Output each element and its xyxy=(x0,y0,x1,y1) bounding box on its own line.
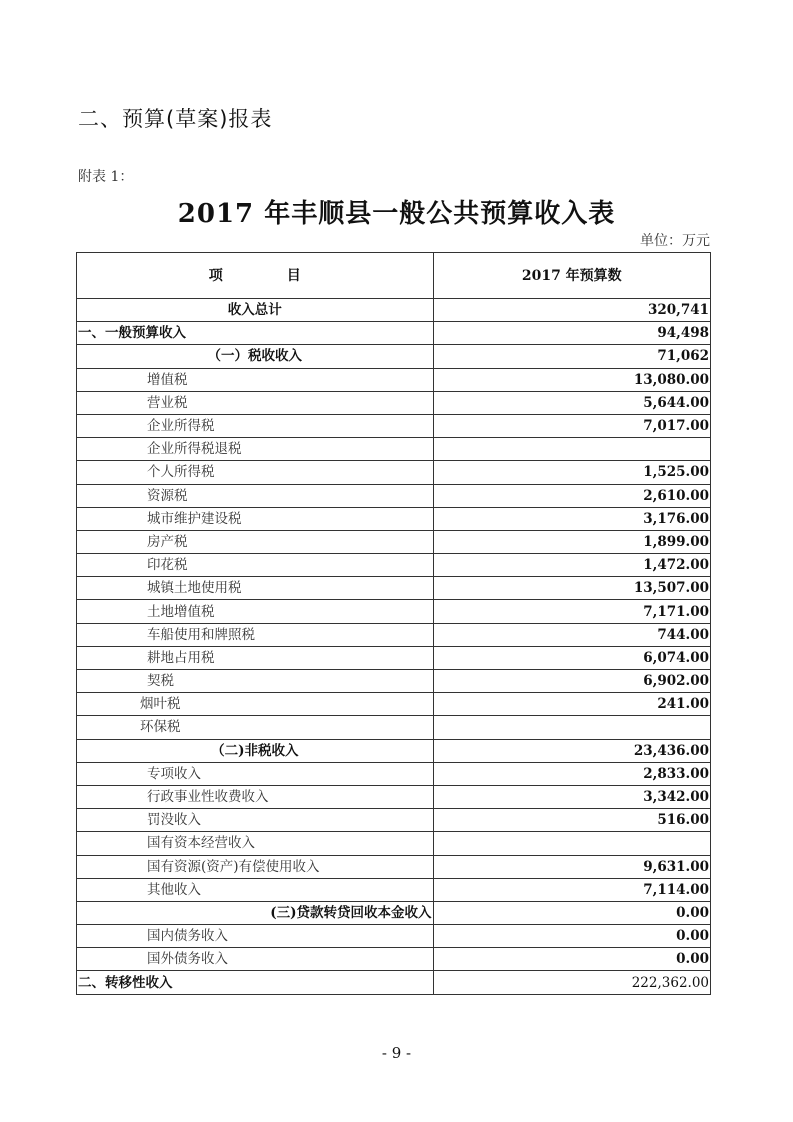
row-value: 241.00 xyxy=(433,693,710,716)
row-item-label: 烟叶税 xyxy=(77,693,434,716)
table-row xyxy=(77,577,711,600)
row-item-label: 罚没收入 xyxy=(77,809,434,832)
row-item-label: （一）税收收入 xyxy=(77,345,434,368)
row-item-label: 一、一般预算收入 xyxy=(77,322,434,345)
row-item-label: 印花税 xyxy=(77,554,434,577)
row-item-label: 房产税 xyxy=(77,530,434,553)
row-value: 6,902.00 xyxy=(433,670,710,693)
row-item-label: 企业所得税 xyxy=(77,414,434,437)
row-item-label: 国外债务收入 xyxy=(77,948,434,971)
row-item-label: 环保税 xyxy=(77,716,434,739)
table-row xyxy=(77,762,711,785)
table-row xyxy=(77,322,711,345)
table-row xyxy=(77,809,711,832)
row-item-label: 二、转移性收入 xyxy=(77,971,434,994)
table-row xyxy=(77,345,711,368)
table-row xyxy=(77,507,711,530)
row-item-label: 行政事业性收费收入 xyxy=(77,785,434,808)
row-value: 1,472.00 xyxy=(433,554,710,577)
header-value: 2017 年预算数 xyxy=(433,253,710,299)
row-value: 5,644.00 xyxy=(433,391,710,414)
row-item-label: 契税 xyxy=(77,670,434,693)
row-item-label: 增值税 xyxy=(77,368,434,391)
table-row xyxy=(77,670,711,693)
row-value: 13,080.00 xyxy=(433,368,710,391)
row-value: 2,610.00 xyxy=(433,484,710,507)
row-value: 23,436.00 xyxy=(433,739,710,762)
row-value: 3,176.00 xyxy=(433,507,710,530)
table-row xyxy=(77,391,711,414)
attachment-label: 附表 1： xyxy=(78,169,134,185)
table-row xyxy=(77,971,711,994)
row-value: 222,362.00 xyxy=(433,971,710,994)
table-row xyxy=(77,901,711,924)
table-row xyxy=(77,414,711,437)
row-value: 1,525.00 xyxy=(433,461,710,484)
table-row xyxy=(77,600,711,623)
table-row xyxy=(77,461,711,484)
row-item-label: (三)贷款转贷回收本金收入 xyxy=(77,901,434,924)
row-value: 0.00 xyxy=(433,901,710,924)
table-row xyxy=(77,925,711,948)
row-value: 0.00 xyxy=(433,925,710,948)
row-value: 2,833.00 xyxy=(433,762,710,785)
row-value: 7,114.00 xyxy=(433,878,710,901)
row-item-label: 企业所得税退税 xyxy=(77,438,434,461)
table-row xyxy=(77,948,711,971)
table-row xyxy=(77,693,711,716)
row-item-label: 城市维护建设税 xyxy=(77,507,434,530)
row-item-label: 国有资源(资产)有偿使用收入 xyxy=(77,855,434,878)
table-row xyxy=(77,484,711,507)
row-value: 516.00 xyxy=(433,809,710,832)
table-row xyxy=(77,739,711,762)
row-value: 94,498 xyxy=(433,322,710,345)
table-row xyxy=(77,438,711,461)
section-heading: 二、预算(草案)报表 xyxy=(78,107,273,131)
row-item-label: 土地增值税 xyxy=(77,600,434,623)
row-item-label: （二)非税收入 xyxy=(77,739,434,762)
table-row xyxy=(77,646,711,669)
table-row xyxy=(77,299,711,322)
row-value: 320,741 xyxy=(433,299,710,322)
row-value xyxy=(433,438,710,461)
row-item-label: 资源税 xyxy=(77,484,434,507)
table-row xyxy=(77,785,711,808)
row-item-label: 其他收入 xyxy=(77,878,434,901)
row-item-label: 收入总计 xyxy=(77,299,434,322)
row-item-label: 耕地占用税 xyxy=(77,646,434,669)
table-row xyxy=(77,530,711,553)
row-value xyxy=(433,832,710,855)
row-item-label: 营业税 xyxy=(77,391,434,414)
table-title: 2017 年丰顺县一般公共预算收入表 xyxy=(177,199,616,229)
table-row xyxy=(77,832,711,855)
table-header-row xyxy=(77,253,711,299)
table-row xyxy=(77,554,711,577)
row-value: 7,017.00 xyxy=(433,414,710,437)
row-item-label: 国有资本经营收入 xyxy=(77,832,434,855)
page-number: - 9 - xyxy=(381,1044,412,1062)
row-value: 3,342.00 xyxy=(433,785,710,808)
table-row xyxy=(77,855,711,878)
row-value: 0.00 xyxy=(433,948,710,971)
row-value: 1,899.00 xyxy=(433,530,710,553)
row-value: 744.00 xyxy=(433,623,710,646)
row-item-label: 国内债务收入 xyxy=(77,925,434,948)
table-row xyxy=(77,878,711,901)
header-item-part1: 项 xyxy=(208,267,223,284)
row-item-label: 专项收入 xyxy=(77,762,434,785)
row-item-label: 城镇土地使用税 xyxy=(77,577,434,600)
table-row xyxy=(77,623,711,646)
unit-label: 单位：万元 xyxy=(640,233,710,249)
row-value: 71,062 xyxy=(433,345,710,368)
table-body xyxy=(77,299,711,995)
budget-revenue-table xyxy=(76,252,711,995)
table-row xyxy=(77,368,711,391)
row-value: 6,074.00 xyxy=(433,646,710,669)
table-row xyxy=(77,716,711,739)
row-value: 13,507.00 xyxy=(433,577,710,600)
header-item-part2: 目 xyxy=(286,267,301,284)
row-value: 7,171.00 xyxy=(433,600,710,623)
header-item xyxy=(77,253,434,299)
row-item-label: 个人所得税 xyxy=(77,461,434,484)
row-value: 9,631.00 xyxy=(433,855,710,878)
row-value xyxy=(433,716,710,739)
row-item-label: 车船使用和牌照税 xyxy=(77,623,434,646)
